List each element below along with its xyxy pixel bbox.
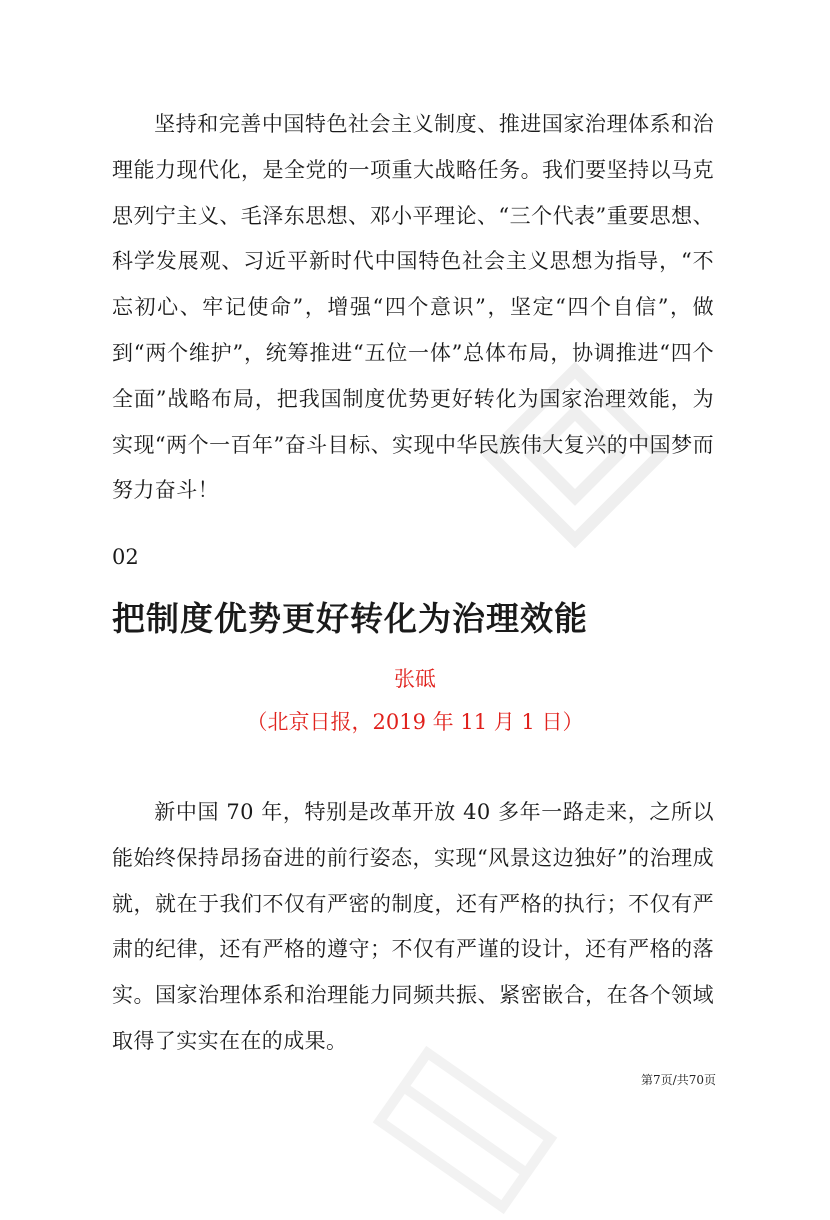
article-title: 把制度优势更好转化为治理效能 [112, 599, 588, 638]
watermark-shape [367, 1040, 564, 1219]
article-source: （北京日报，2019 年 11 月 1 日） [246, 710, 584, 734]
body-paragraph [112, 102, 714, 514]
article-author: 张砥 [394, 667, 436, 691]
paragraph-text: 坚持和完善中国特色社会主义制度、推进国家治理体系和治理能力现代化，是全党的一项重大战略任务。我们要坚持以马克思列宁主义、毛泽东思想、邓小平理论、“三个代表”重要思想、科学发展观、习近平新时代中国特色社会主义思想为指导，“不忘初心、牢记使命”，增强“四个意识”，坚定“四个自信”，做到“两个维护”，统筹推进“五位一体”总体布局，协调推进“四个全面”战略布局，把我国制度优势更好转化为国家治理效能，为实现“两个一百年”奋斗目标、实现中华民族伟大复兴的中国梦而努力奋斗！ [112, 112, 714, 503]
section-number: 02 [112, 545, 139, 569]
body-paragraph [112, 790, 714, 1065]
page-number-footer: 第7页/共70页 [641, 1073, 716, 1087]
paragraph-text: 新中国 70 年，特别是改革开放 40 多年一路走来，之所以能始终保持昂扬奋进的前行姿态，实现“风景这边独好”的治理成就，就在于我们不仅有严密的制度，还有严格的执行；不仅有严肃的纪律，还有严格的遵守；不仅有严谨的设计，还有严格的落实。国家治理体系和治理能力同频共振、紧密嵌合，在各个领域取得了实实在在的成果。 [112, 800, 714, 1053]
